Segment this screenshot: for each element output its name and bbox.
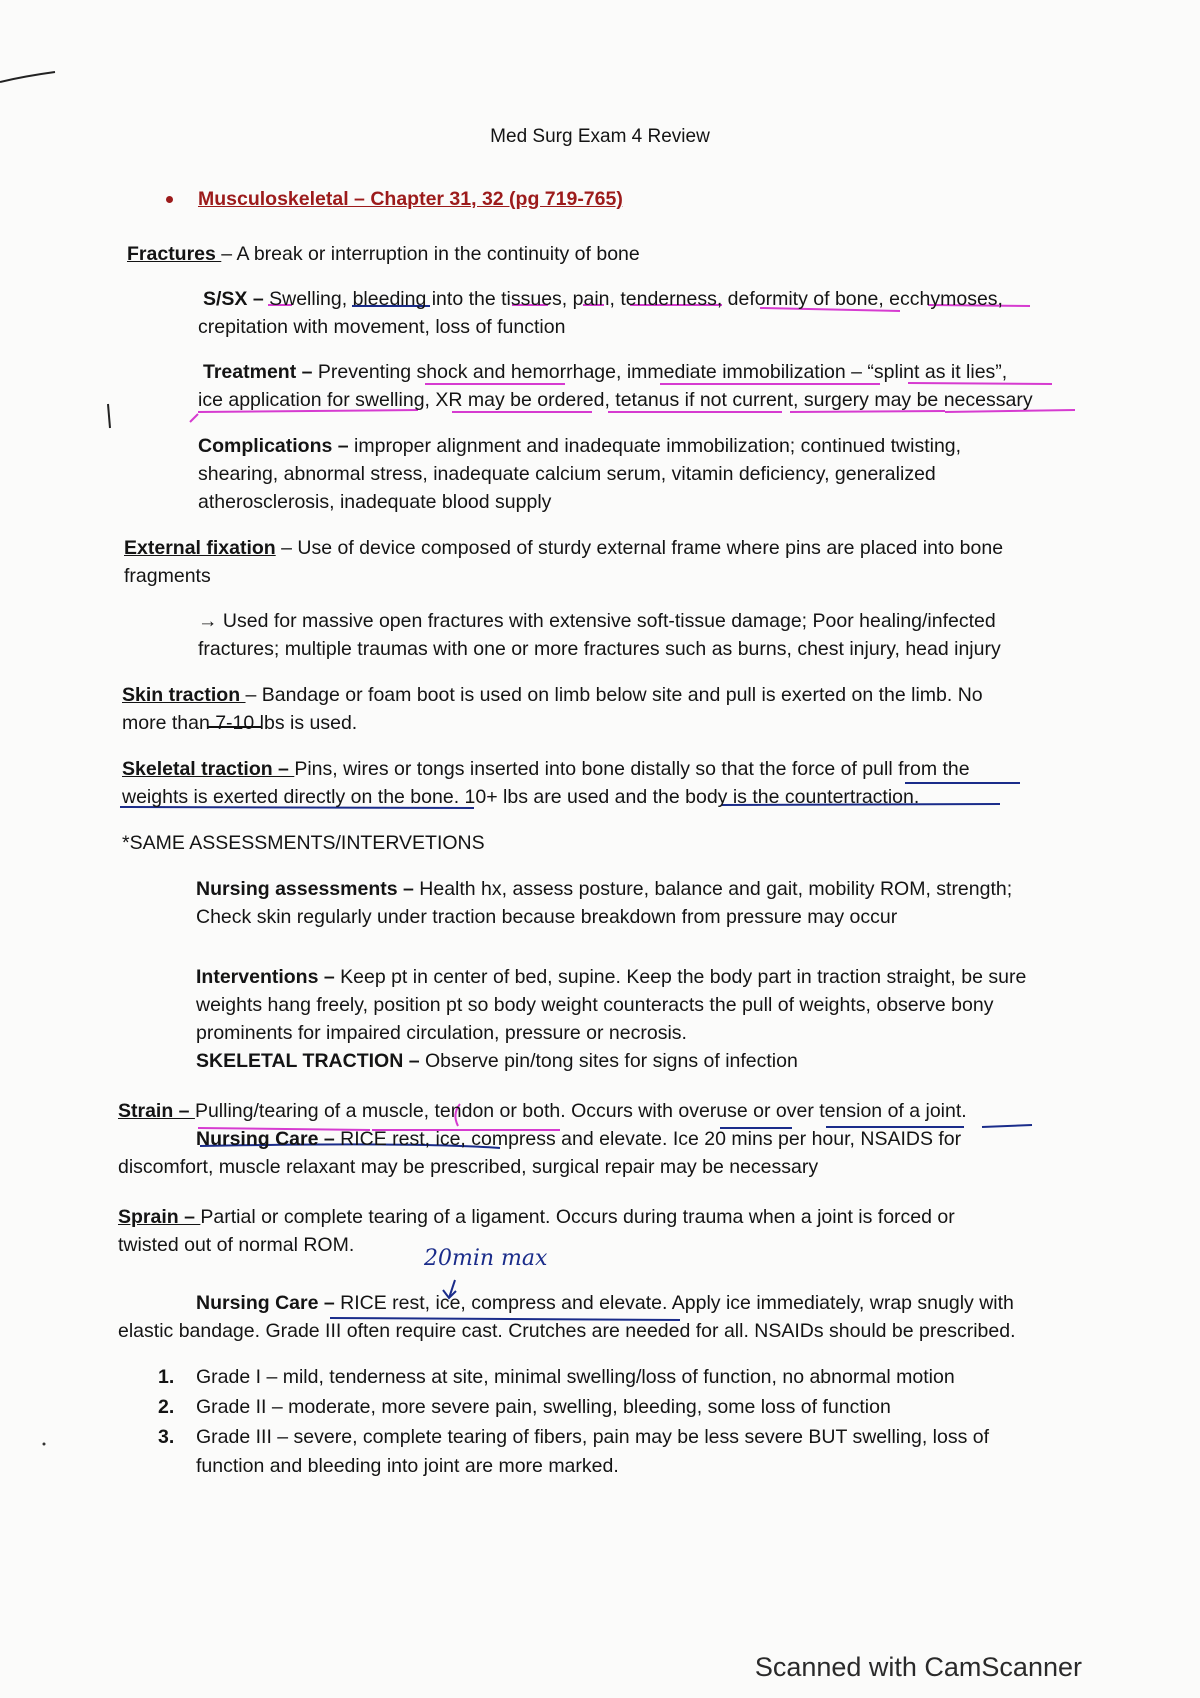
grade-1-text: Grade I – mild, tenderness at site, minimal swelling/loss of function, no abnormal motion xyxy=(196,1366,955,1388)
skin-traction-term: Skin traction xyxy=(122,684,246,706)
dot-mark xyxy=(43,1443,46,1446)
handwritten-note: 20min max xyxy=(424,1246,548,1271)
margin-tick xyxy=(108,404,110,428)
nursing-assessments-line-1 xyxy=(196,875,1012,904)
grade-2-number: 2. xyxy=(158,1396,175,1418)
treatment-text: Preventing shock and hemorrhage, immediate immobilization – “splint as it lies”, xyxy=(312,361,1008,383)
section-heading xyxy=(198,185,623,214)
nursing-assessments-text: Health hx, assess posture, balance and gait, mobility ROM, strength; xyxy=(413,878,1013,900)
interventions-label: Interventions – xyxy=(196,966,335,988)
external-fixation-uses-2: fractures; multiple traumas with one or more fractures such as burns, chest injury, head injury xyxy=(198,638,1001,660)
ssx-line-1 xyxy=(203,285,1003,314)
skeletal-traction-label: SKELETAL TRACTION – xyxy=(196,1050,420,1072)
sprain-term: Sprain – xyxy=(118,1206,201,1228)
interventions-line-1 xyxy=(196,963,1026,992)
skeletal-traction-text: Pins, wires or tongs inserted into bone distally so that the force of pull from the xyxy=(294,758,970,780)
interventions-line-2: weights hang freely, position pt so body weight counteracts the pull of weights, observe bony xyxy=(196,994,994,1016)
complications-line-2: shearing, abnormal stress, inadequate calcium serum, vitamin deficiency, generalized xyxy=(198,463,936,485)
strain-term: Strain – xyxy=(118,1100,195,1122)
fractures-text: – A break or interruption in the continuity of bone xyxy=(221,243,640,265)
ssx-line-2: crepitation with movement, loss of function xyxy=(198,316,566,338)
external-fixation-text: – Use of device composed of sturdy external frame where pins are placed into bone xyxy=(275,537,1004,559)
nursing-assessments-line-2: Check skin regularly under traction because breakdown from pressure may occur xyxy=(196,906,898,928)
sprain-care-line-2: elastic bandage. Grade III often require cast. Crutches are needed for all. NSAIDs should be prescribed. xyxy=(118,1320,1016,1342)
external-fixation-line-1 xyxy=(124,534,1003,563)
same-assessments-note: *SAME ASSESSMENTS/INTERVETIONS xyxy=(122,832,485,854)
strain-care-line-1 xyxy=(196,1125,961,1154)
external-fixation-uses-1: → Used for massive open fractures with extensive soft-tissue damage; Poor healing/infected xyxy=(198,610,996,632)
skeletal-traction-term: Skeletal traction – xyxy=(122,758,295,780)
complications-text: improper alignment and inadequate immobilization; continued twisting, xyxy=(348,435,962,457)
ssx-text: Swelling, bleeding into the tissues, pain, tenderness, deformity of bone, ecchymoses, xyxy=(263,288,1003,310)
grade-1-number: 1. xyxy=(158,1366,175,1388)
fractures-term: Fractures xyxy=(127,243,222,265)
skeletal-traction-line-1 xyxy=(122,755,970,784)
sprain-text: Partial or complete tearing of a ligament. Occurs during trauma when a joint is forced or xyxy=(200,1206,955,1228)
grade-3-number: 3. xyxy=(158,1426,175,1448)
sprain-care-line-1 xyxy=(196,1289,1014,1318)
scan-mark xyxy=(0,72,55,82)
grade-3-text: Grade III – severe, complete tearing of fibers, pain may be less severe BUT swelling, loss of xyxy=(196,1426,990,1448)
complications-line-1 xyxy=(198,432,961,461)
strain-care-label: Nursing Care – xyxy=(196,1128,335,1150)
skin-traction-line-2: more than 7-10 lbs is used. xyxy=(122,712,358,734)
page-title: Med Surg Exam 4 Review xyxy=(490,126,710,147)
complications-line-3: atherosclerosis, inadequate blood supply xyxy=(198,491,552,513)
treatment-line-2: ice application for swelling, XR may be ordered, tetanus if not current, surgery may be necessary xyxy=(198,389,1033,411)
treatment-label: Treatment – xyxy=(203,361,313,383)
skin-traction-text: – Bandage or foam boot is used on limb below site and pull is exerted on the limb. No xyxy=(245,684,983,706)
skeletal-traction-line-2: weights is exerted directly on the bone. 10+ lbs are used and the body is the countertraction. xyxy=(122,786,920,808)
sprain-care-label: Nursing Care – xyxy=(196,1292,335,1314)
fractures-definition xyxy=(127,240,640,269)
ssx-label: S/SX – xyxy=(203,288,264,310)
sprain-line-2: twisted out of normal ROM. xyxy=(118,1234,355,1256)
sprain-line-1 xyxy=(118,1203,955,1232)
strain-line-1 xyxy=(118,1097,967,1126)
interventions-text: Keep pt in center of bed, supine. Keep the body part in traction straight, be sure xyxy=(334,966,1027,988)
camscanner-watermark: Scanned with CamScanner xyxy=(754,1652,1082,1682)
strain-care-text: RICE rest, ice, compress and elevate. Ice 20 mins per hour, NSAIDS for xyxy=(334,1128,962,1150)
strain-care-line-2: discomfort, muscle relaxant may be prescribed, surgical repair may be necessary xyxy=(118,1156,819,1178)
external-fixation-line-2: fragments xyxy=(124,565,211,587)
bullet-icon xyxy=(166,196,173,203)
sprain-care-text: RICE rest, ice, compress and elevate. Apply ice immediately, wrap snugly with xyxy=(334,1292,1014,1314)
treatment-line-1 xyxy=(203,358,1007,387)
interventions-line-3: prominents for impaired circulation, pressure or necrosis. xyxy=(196,1022,687,1044)
nursing-assessments-label: Nursing assessments – xyxy=(196,878,414,900)
grade-2-text: Grade II – moderate, more severe pain, swelling, bleeding, some loss of function xyxy=(196,1396,891,1418)
section-heading-text: Musculoskeletal – Chapter 31, 32 (pg 719-765) xyxy=(198,188,623,210)
skeletal-traction-note-text: Observe pin/tong sites for signs of infection xyxy=(419,1050,798,1072)
skeletal-traction-note xyxy=(196,1047,798,1076)
skin-traction-line-1 xyxy=(122,681,983,710)
external-fixation-term: External fixation xyxy=(124,537,276,559)
strain-text: Pulling/tearing of a muscle, tendon or both. Occurs with overuse or over tension of a joint. xyxy=(194,1100,967,1122)
complications-label: Complications – xyxy=(198,435,349,457)
grade-3-text-2: function and bleeding into joint are more marked. xyxy=(196,1455,619,1477)
